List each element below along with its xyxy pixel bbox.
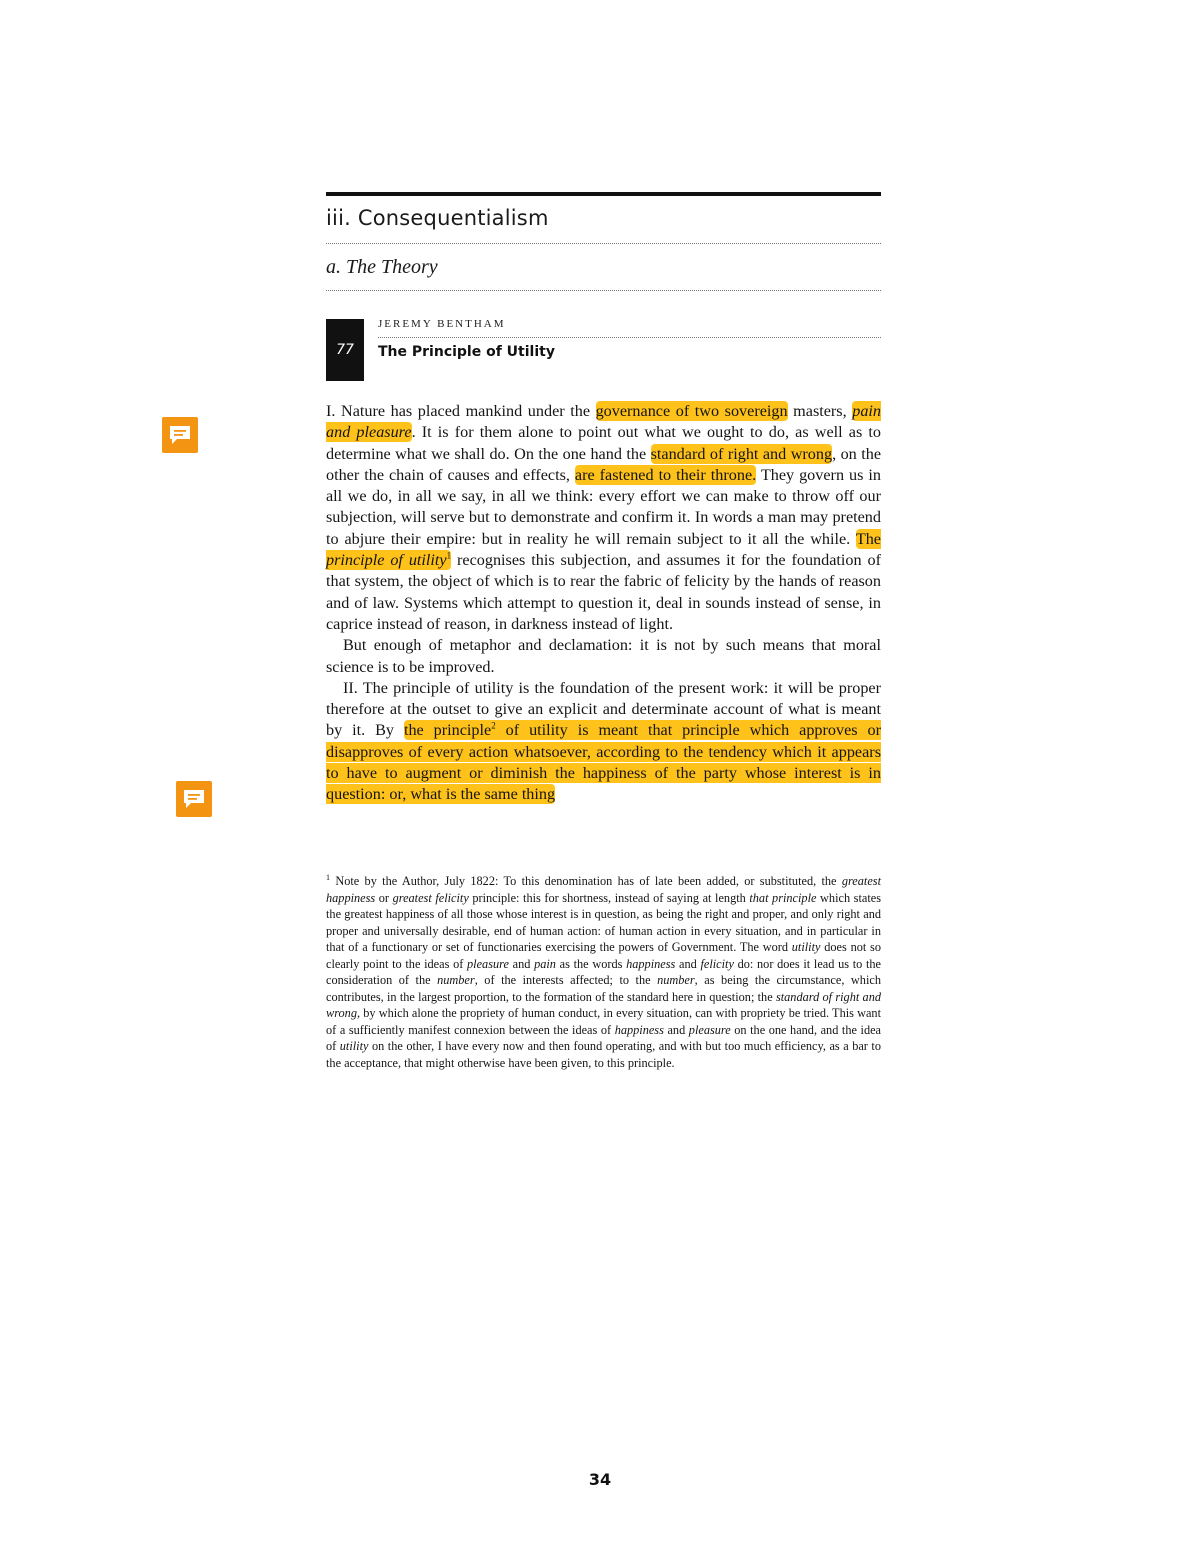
italic-run: pain — [534, 956, 556, 971]
paragraph-3 — [326, 678, 881, 806]
subsection-title: a. The Theory — [326, 256, 438, 278]
italic-run: greatest felicity — [392, 890, 469, 905]
paragraph-1 — [326, 401, 881, 635]
comment-glyph — [169, 425, 191, 445]
text-run: , as being the circumstance, which contributes, in the largest proportion, to the formation of the standard here in question; the — [326, 973, 881, 1004]
italic-run: that principle — [749, 890, 817, 905]
text-run: and — [508, 956, 535, 971]
italic-run: pain and pleasure — [326, 402, 882, 442]
section-title: iii. Consequentialism — [326, 206, 549, 230]
italic-run: felicity — [700, 956, 734, 971]
text-run: Note by the Author, July 1822: To this denomination has of late been added, or substituted, the — [330, 874, 842, 888]
italic-run: utility — [339, 1039, 369, 1053]
italic-run: utility — [791, 940, 821, 954]
text-run: They govern us in all we do, in all we say, in all we think: every effort we can make to throw off our subjection, will serve but to demonstrate and confirm it. In words a man may pretend to abjure their empire: but in reality he will remain subject to it all the while. — [326, 465, 881, 548]
text-run: which states the greatest happiness of all those whose interest is in question, as being the right and proper, and only right and proper and universally desirable, end of human action: of human action in every situation, and in particular in that of a functionary or set of functionaries exercising the powers of Government. The word — [326, 890, 881, 954]
footnote — [326, 873, 881, 1071]
text-run: does not so clearly point to the ideas of — [326, 940, 881, 971]
italic-run: happiness — [626, 956, 676, 971]
footnote-ref[interactable]: 2 — [491, 721, 496, 732]
text-run: . It is for them alone to point out what we ought to do, as well as to determine what we shall do. On the one hand the — [326, 423, 881, 463]
text-run: , by which alone the propriety of human conduct, in every situation, can with propriety be tried. This want of a sufficiently manifest connexion between the ideas of — [326, 1006, 881, 1037]
italic-run: happiness — [614, 1022, 664, 1037]
body-text — [326, 401, 881, 806]
italic-run: greatest happiness — [326, 874, 881, 905]
italic-run: principle of utility — [326, 551, 447, 570]
footnote-marker: 1 — [326, 872, 330, 882]
italic-run: standard of right and wrong — [326, 989, 882, 1020]
highlight[interactable]: standard of right and wrong — [650, 444, 833, 463]
text-run: principle: this for shortness, instead of saying at length — [468, 890, 750, 905]
comment-glyph — [183, 789, 205, 809]
text-run: the principle — [403, 721, 492, 740]
italic-run: pleasure — [688, 1022, 731, 1037]
author-name: JEREMY BENTHAM — [378, 318, 506, 330]
page-number: 34 — [588, 1470, 612, 1489]
dotted-divider — [326, 243, 881, 244]
text-run: of utility is meant that principle which approves or disapproves of every action whatsoever, according to the tendency which it appears to have to augment or diminish the happiness of the party whose interest is in question: or, what is the same thing — [326, 721, 882, 804]
text-run: or — [375, 890, 393, 905]
comment-icon[interactable] — [176, 781, 212, 817]
comment-icon[interactable] — [162, 417, 198, 453]
text-run: recognises this subjection, and assumes it for the foundation of that system, the object of which is to rear the fabric of felicity by the hands of reason and of law. Systems which attempt to question it, deal in sounds instead of sense, in caprice instead of reason, in darkness instead of light. — [326, 551, 881, 633]
italic-run: number — [437, 973, 475, 987]
top-rule — [326, 192, 881, 196]
text-run: and — [675, 956, 701, 971]
paragraph-2: But enough of metaphor and declamation: it is not by such means that moral science is to be improved. — [326, 636, 881, 676]
highlight[interactable] — [326, 720, 881, 804]
text-run: I. Nature has placed mankind under the — [326, 402, 596, 420]
text-run: on the other, I have every now and then found operating, and with but too much efficiency, as a bar to the acceptance, that might otherwise have been given, to this principle. — [326, 1039, 881, 1070]
text-run: masters, — [787, 402, 853, 420]
dotted-divider — [326, 290, 881, 291]
dotted-divider — [378, 337, 881, 338]
text-run: , on the other the chain of causes and effects, — [326, 444, 882, 484]
reading-number-badge: 77 — [326, 319, 364, 381]
text-run: do: nor does it lead us to the consideration of the — [326, 956, 881, 987]
reading-title: The Principle of Utility — [378, 344, 555, 360]
italic-run: number — [657, 973, 695, 987]
text-run: as the words — [555, 956, 627, 971]
footnote-ref[interactable]: 1 — [446, 550, 452, 561]
text-run: II. The principle of utility is the foundation of the present work: it will be proper therefore at the outset to give an explicit and determinate account of what is meant by it. By — [326, 678, 881, 740]
text-run: The — [855, 529, 881, 548]
text-run: , of the interests affected; to the — [474, 973, 658, 987]
italic-run: pleasure — [467, 956, 509, 971]
highlight[interactable]: governance of two sovereign — [595, 402, 788, 420]
highlight[interactable]: are fastened to their throne. — [574, 465, 757, 484]
text-run: and — [663, 1022, 689, 1037]
text-run: on the one hand, and the idea of — [326, 1022, 882, 1053]
